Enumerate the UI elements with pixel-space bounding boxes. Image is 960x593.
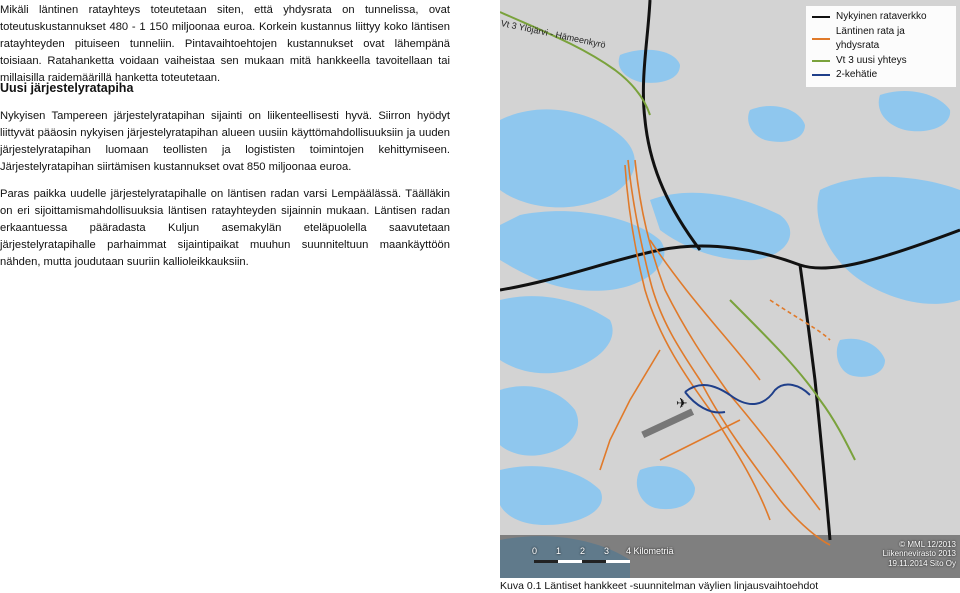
- legend-label: Nykyinen rataverkko: [836, 11, 927, 22]
- intro-paragraph: Mikäli läntinen ratayhteys toteutetaan siten, että yhdysrata on tunnelissa, ovat toteutuskustannukset 480 - 1 150 miljoonaa euroa. Korkein kustannus liittyy koko läntisen ratayhteyden pituiseen tunneliin. Pintavaihtoehtojen kustannukset ovat lähempänä toisiaan. Ratahanketta voidaan vaiheistaa sen mukaan mitä hankkeella tavoitellaan tai millaisilla raidemäärillä hanketta toteutetaan.: [0, 4, 450, 84]
- map-graphic: [500, 0, 960, 578]
- body-paragraph-1: Nykyisen Tampereen järjestelyratapihan sijainti on liikenteellisesti hyvä. Siirron hyödyt liittyvät pääosin nykyisen järjestelyratapihan alueen uusiin käyttömahdollisuuksiin ja uuden järjestelyratapihan luomaan teollisten ja logististen toimintojen kehittymiseen. Järjestelyratapihan siirtämisen kustannukset ovat 850 miljoonaa euroa.: [0, 110, 450, 173]
- legend-item-ring-road: [812, 68, 950, 83]
- legend-label: 2-kehätie: [836, 69, 878, 80]
- scale-label-2: 2: [580, 546, 586, 556]
- section-heading: Uusi järjestelyratapiha: [0, 81, 134, 95]
- legend-swatch: [812, 16, 830, 18]
- legend-swatch: [812, 74, 830, 76]
- legend-label: Läntinen rata ja yhdysrata: [835, 25, 905, 51]
- scale-label-0: 0: [532, 546, 538, 556]
- map-legend: [806, 6, 956, 87]
- airport-icon: ✈: [676, 396, 688, 412]
- figure-caption: Kuva 0.1 Läntiset hankkeet -suunnitelman väylien linjausvaihtoehdot: [500, 580, 819, 592]
- legend-item-vt3: [812, 54, 950, 69]
- scale-label-1: 1: [556, 546, 562, 556]
- route-label: Vt 3 Ylöjärvi - Hämeenkyrö: [499, 18, 607, 51]
- body-paragraph-2: Paras paikka uudelle järjestelyratapihalle on läntisen radan varsi Lempäälässä. Täälläkin on eri sijoittamismahdollisuuksia läntisen ratayhteyden sijainnin mukaan. Läntisen radan erkaantuessa pääradasta Kuljun asemakylän eteläpuolella saavutetaan järjestelyratapihalle parhaimmat sijaintipaikat muuhun suunniteltuun maankäyttöön nähden, mutta joudutaan suuriin kallioleikkauksiin.: [0, 188, 450, 268]
- legend-item-existing-rail: [812, 10, 950, 25]
- legend-label: Vt 3 uusi yhteys: [836, 54, 907, 66]
- route-map: [500, 0, 960, 578]
- scale-bar: [534, 560, 630, 563]
- legend-item-western-rail: [812, 25, 950, 54]
- legend-swatch: [812, 38, 830, 40]
- scale-label-3: 3: [604, 546, 610, 556]
- scale-label-4: 4 Kilometriä: [626, 546, 674, 556]
- legend-swatch: [812, 60, 830, 62]
- map-copyright: © MML 12/2013 Liikennevirasto 2013 19.11.2014 Sito Oy: [882, 539, 956, 568]
